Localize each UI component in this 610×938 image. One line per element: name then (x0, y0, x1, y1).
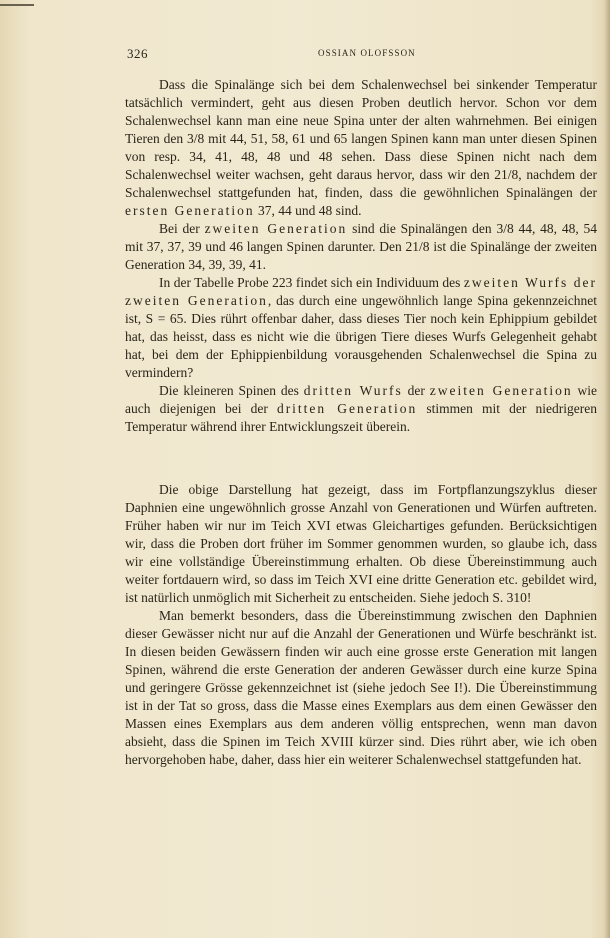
page-number: 326 (127, 46, 148, 61)
text-block-spina (125, 76, 597, 436)
paragraph: Die kleineren Spinen des dritten Wurfs der zweiten Generation wie auch diejenigen bei der dritten Generation stimmen mit der niedrigeren Temperatur während ihrer Entwicklungszeit überein. (125, 383, 597, 434)
spaced-term: zweiten Generation (429, 383, 573, 398)
gutter-shadow (604, 0, 610, 938)
paragraph: Die obige Darstellung hat gezeigt, dass im Fortpflanzungszyklus dieser Daphnien eine ungewöhnlich grosse Anzahl von Generationen und Würfen auftreten. Früher haben wir nur im Teich XVI etwas Gleichartiges gefunden. Berücksichtigen wir, dass die Proben dort früher im Sommer genommen wurden, so glaube ich, dass wir eine vollständige Übereinstimmung erhalten. Ob diese Übereinstimmung auch weiter fortdauern wird, so dass im Teich XVI eine dritte Generation etc. gebildet wird, ist natürlich unmöglich mit Sicherheit zu entscheiden. Siehe jedoch S. 310! (125, 482, 597, 605)
spaced-term: zweiten Generation (204, 221, 348, 236)
page-edge-mark (0, 4, 34, 6)
paragraph: Man bemerkt besonders, dass die Übereinstimmung zwischen den Daphnien dieser Gewässer nicht nur auf die Anzahl der Generationen und Würfe beschränkt ist. In diesen beiden Gewässern finden wir auch eine grosse erste Generation mit langen Spinen, während die erste Generation der anderen Gewässer durch eine kurze Spina und geringere Grösse gekennzeichnet ist (siehe jedoch See I!). Die Übereinstimmung ist in der Tat so gross, dass die Masse eines Exemplars aus dem einen Gewässer den Massen eines Exemplars aus dem anderen völlig entsprechen, wenn man davon absieht, dass die Spinen im Teich XVIII kürzer sind. Dies rührt aber, wie ich oben hervorgehoben habe, daher, dass hier ein weiterer Schalenwechsel stattgefunden hat. (125, 608, 597, 767)
spaced-term: dritten Wurfs (303, 383, 403, 398)
text-block-summary (125, 481, 597, 769)
fraction: 3/8 (186, 131, 205, 146)
paragraph: Dass die Spinalänge sich bei dem Schalenwechsel bei sinkender Temperatur tatsächlich vermindert, geht aus diesen Proben deutlich hervor. Schon vor dem Schalenwechsel kann man eine neue Spina unter der alten wahrnehmen. Bei einigen Tieren den 3/8 mit 44, 51, 58, 61 und 65 langen Spinen kann man unter diesen Spinen von resp. 34, 41, 48, 48 und 48 sehen. Dass diese Spinen nicht nach dem Schalenwechsel weiter wachsen, geht daraus hervor, dass wir den 21/8, nachdem der Schalenwechsel stattgefunden hat, finden, dass die gewöhnlichen Spinalängen der ersten Generation 37, 44 und 48 sind. (125, 77, 597, 218)
spaced-term: dritten Generation (276, 401, 418, 416)
paragraph: Bei der zweiten Generation sind die Spinalängen den 3/8 44, 48, 48, 54 mit 37, 37, 39 und 46 langen Spinen darunter. Den 21/8 ist die Spinalänge der zweiten Generation 34, 39, 39, 41. (125, 221, 597, 272)
spaced-term: zweiten Wurfs der zweiten Generation (125, 275, 597, 308)
running-head: OSSIAN OLOFSSON (318, 48, 416, 58)
fraction: 21/8 (494, 167, 519, 182)
fraction: 3/8 (496, 221, 514, 236)
spaced-term: ersten Generation (125, 203, 255, 218)
paragraph: In der Tabelle Probe 223 findet sich ein Individuum des zweiten Wurfs der zweiten Generation, das durch eine ungewöhnlich lange Spina gekennzeichnet ist, S = 65. Dies rührt offenbar daher, dass dieses Tier noch kein Ephippium gebildet hat, das heisst, dass es nicht wie die übrigen Tiere dieses Wurfs Gelegenheit gehabt hat, bei dem der Ephippienbildung vorausgehenden Schalenwechsel die Spina zu vermindern? (125, 275, 597, 380)
fraction: 21/8 (405, 239, 430, 254)
